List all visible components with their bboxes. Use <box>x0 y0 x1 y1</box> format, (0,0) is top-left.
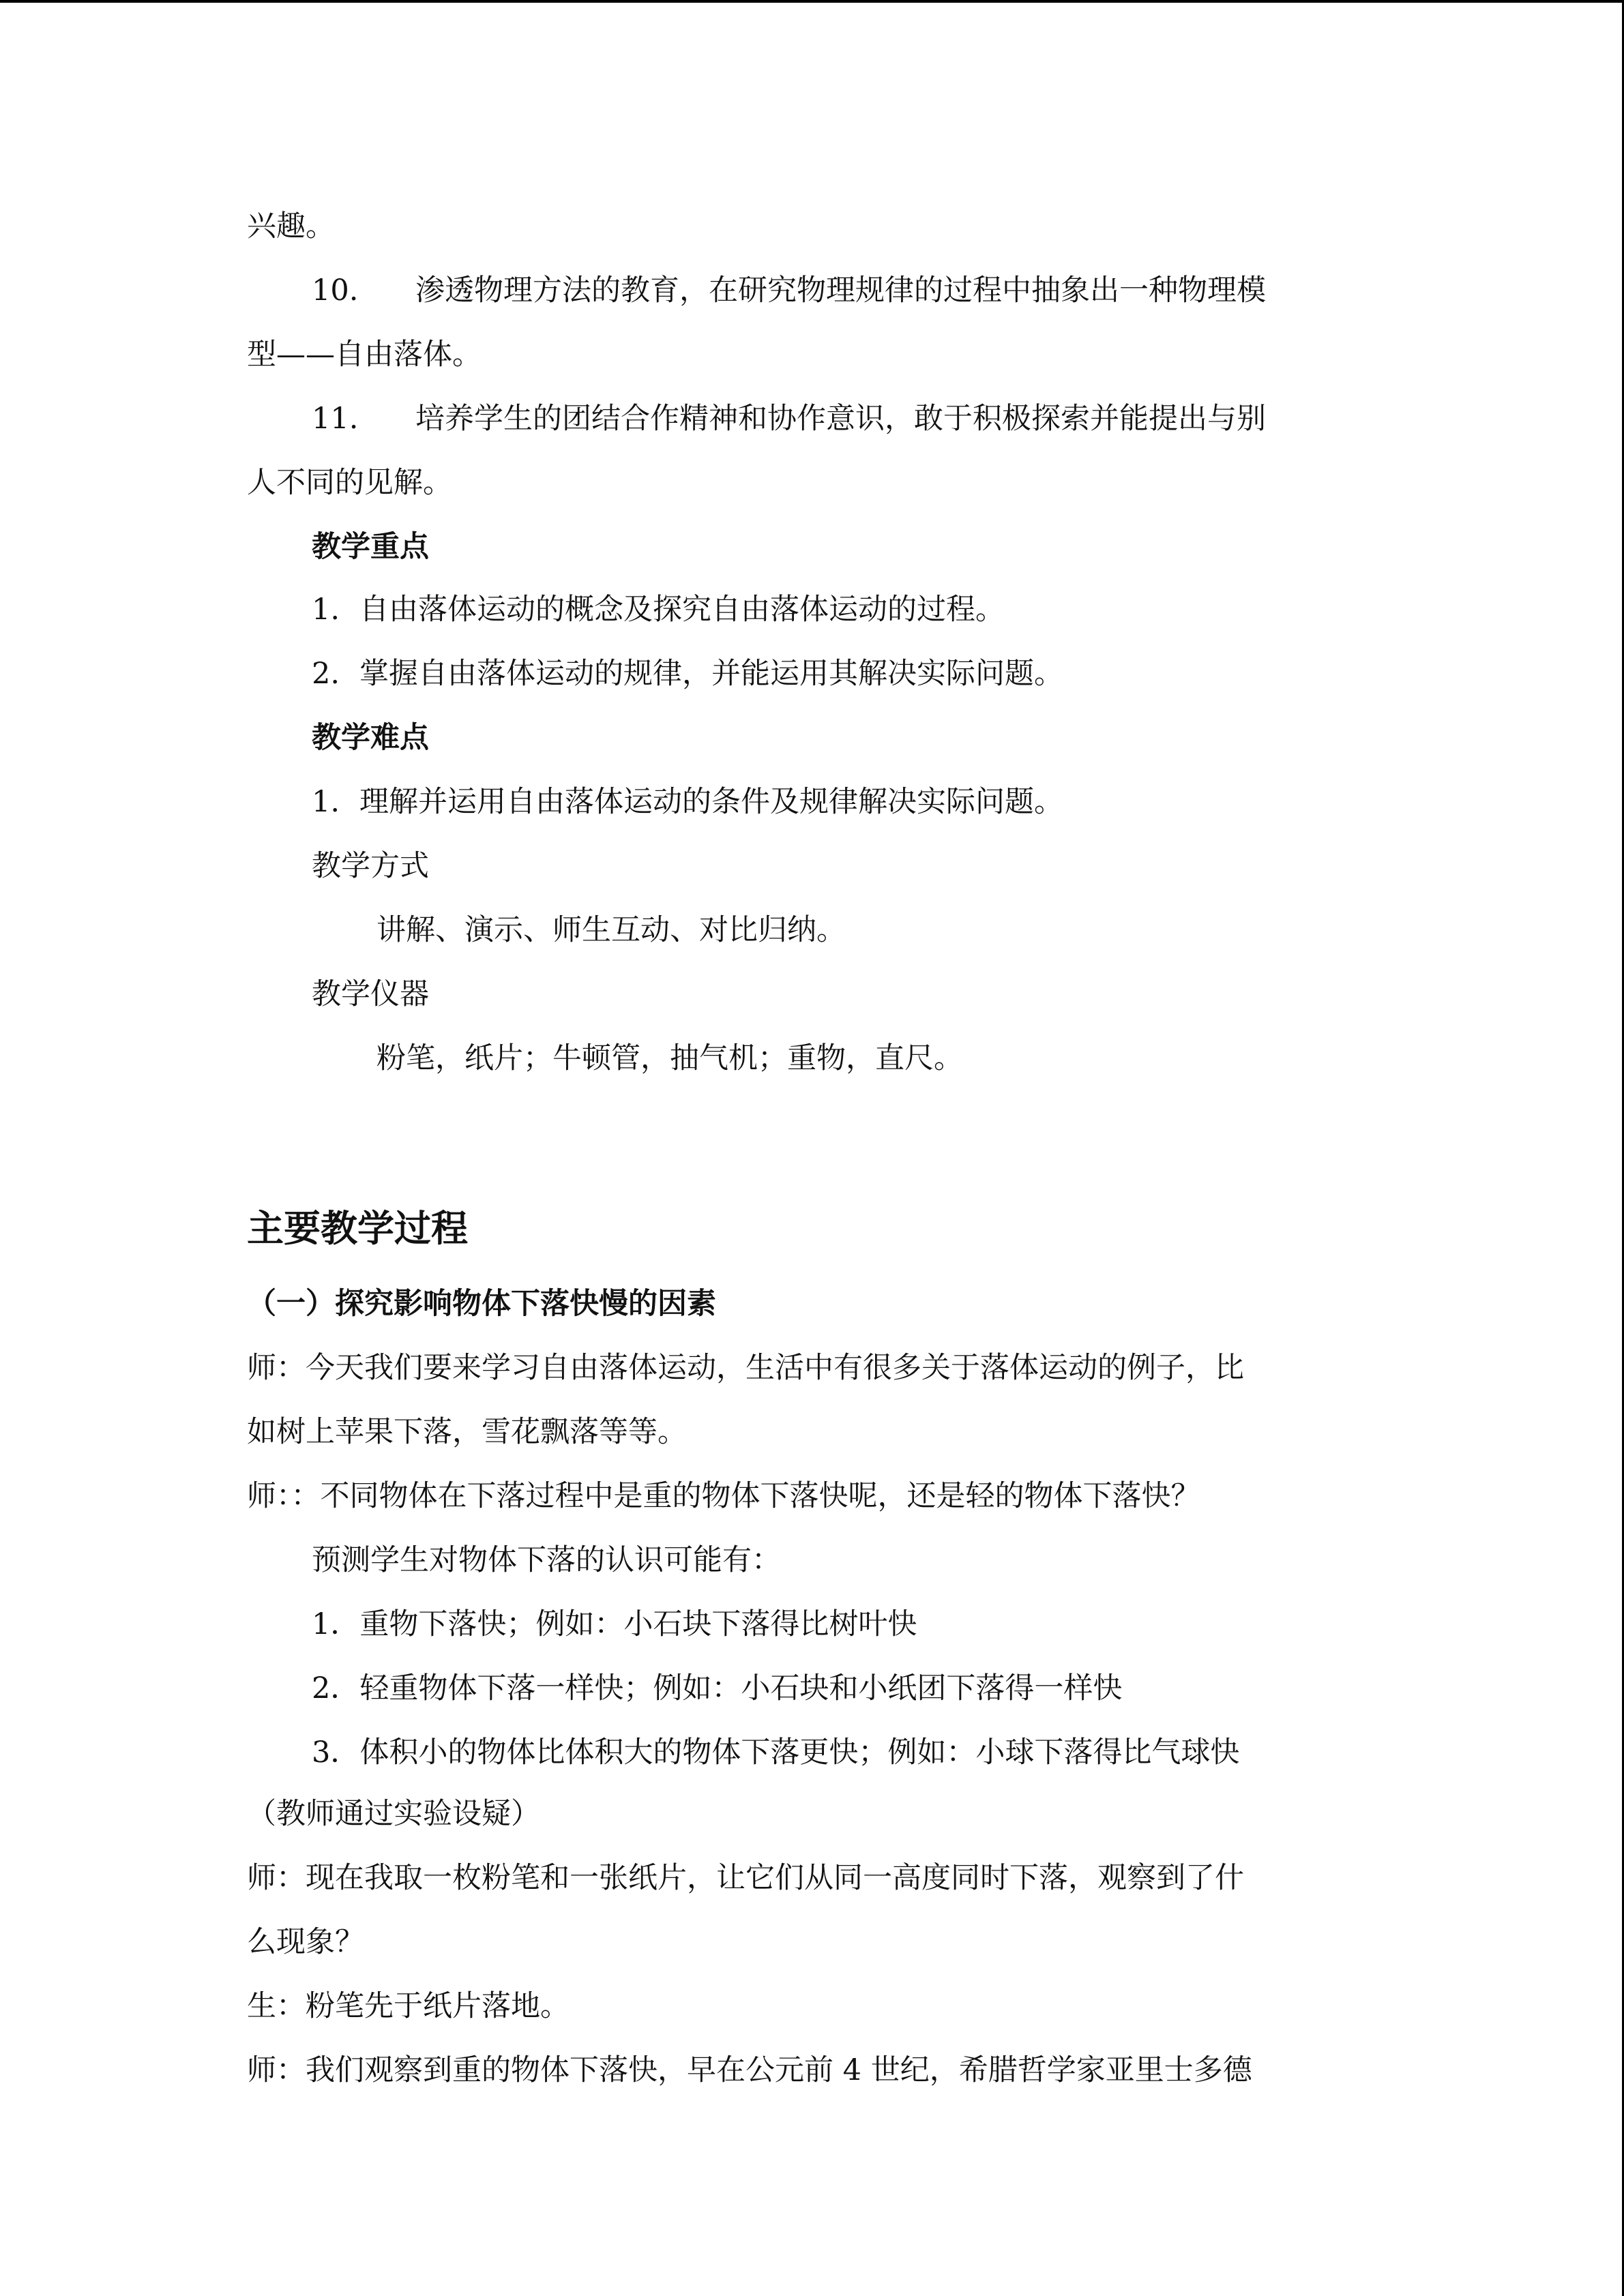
paragraph-5-line-2: 么现象？ <box>247 1925 364 1959</box>
objective-11-number: 11. <box>312 402 359 436</box>
paragraph-6: 生：粉笔先于纸片落地。 <box>247 1989 570 2023</box>
key-point-2 <box>312 655 1063 693</box>
objective-11-text: 培养学生的团结合作精神和协作意识，敢于积极探索并能提出与别 <box>415 402 1266 436</box>
objective-10-number: 10. <box>312 273 359 308</box>
difficulty-1 <box>312 783 1063 821</box>
prediction-3: 3．体积小的物体比体积大的物体下落更快；例如：小球下落得比气球快 <box>312 1735 1240 1770</box>
paragraph-3: 预测学生对物体下落的认识可能有： <box>312 1543 781 1577</box>
objective-9-continuation: 兴趣。 <box>247 209 335 243</box>
instruments-title: 教学仪器 <box>312 977 429 1011</box>
section-1-title: （一）探究影响物体下落快慢的因素 <box>247 1287 716 1321</box>
difficulties-title: 教学难点 <box>312 721 429 755</box>
prediction-2: 2．轻重物体下落一样快；例如：小石块和小纸团下落得一样快 <box>312 1671 1123 1705</box>
key-point-1-text: 自由落体运动的概念及探究自由落体运动的过程。 <box>359 593 1005 627</box>
paragraph-1-line-2: 如树上苹果下落，雪花飘落等等。 <box>247 1415 687 1449</box>
methods-text: 讲解、演示、师生互动、对比归纳。 <box>377 913 846 947</box>
instruments-text: 粉笔，纸片；牛顿管，抽气机；重物，直尺。 <box>377 1041 963 1075</box>
objective-10-text: 渗透物理方法的教育，在研究物理规律的过程中抽象出一种物理模 <box>415 273 1266 308</box>
paragraph-1-line-1: 师：今天我们要来学习自由落体运动，生活中有很多关于落体运动的例子，比 <box>247 1351 1244 1385</box>
key-point-2-text: 掌握自由落体运动的规律，并能运用其解决实际问题。 <box>359 657 1063 691</box>
paragraph-7: 师：我们观察到重的物体下落快，早在公元前 4 世纪，希腊哲学家亚里士多德 <box>247 2053 1252 2087</box>
difficulty-1-number: 1. <box>312 785 340 819</box>
paragraph-5-line-1: 师：现在我取一枚粉笔和一张纸片，让它们从同一高度同时下落，观察到了什 <box>247 1861 1244 1895</box>
prediction-1: 1．重物下落快；例如：小石块下落得比树叶快 <box>312 1607 917 1641</box>
objective-11-line-2: 人不同的见解。 <box>247 466 452 500</box>
key-points-title: 教学重点 <box>312 530 429 564</box>
difficulty-1-text: 理解并运用自由落体运动的条件及规律解决实际问题。 <box>359 785 1063 819</box>
key-point-1-number: 1. <box>312 593 340 627</box>
objective-10-line-1 <box>312 271 1266 310</box>
objective-10-line-2: 型——自由落体。 <box>247 338 482 372</box>
page-border-top <box>0 0 1624 3</box>
methods-title: 教学方式 <box>312 849 429 883</box>
objective-11-line-1 <box>312 400 1266 438</box>
paragraph-4: （教师通过实验设疑） <box>247 1797 540 1831</box>
key-point-2-number: 2. <box>312 657 340 691</box>
paragraph-2: 师：：不同物体在下落过程中是重的物体下落快呢，还是轻的物体下落快？ <box>247 1479 1200 1513</box>
process-heading: 主要教学过程 <box>247 1206 468 1250</box>
key-point-1 <box>312 591 1005 629</box>
